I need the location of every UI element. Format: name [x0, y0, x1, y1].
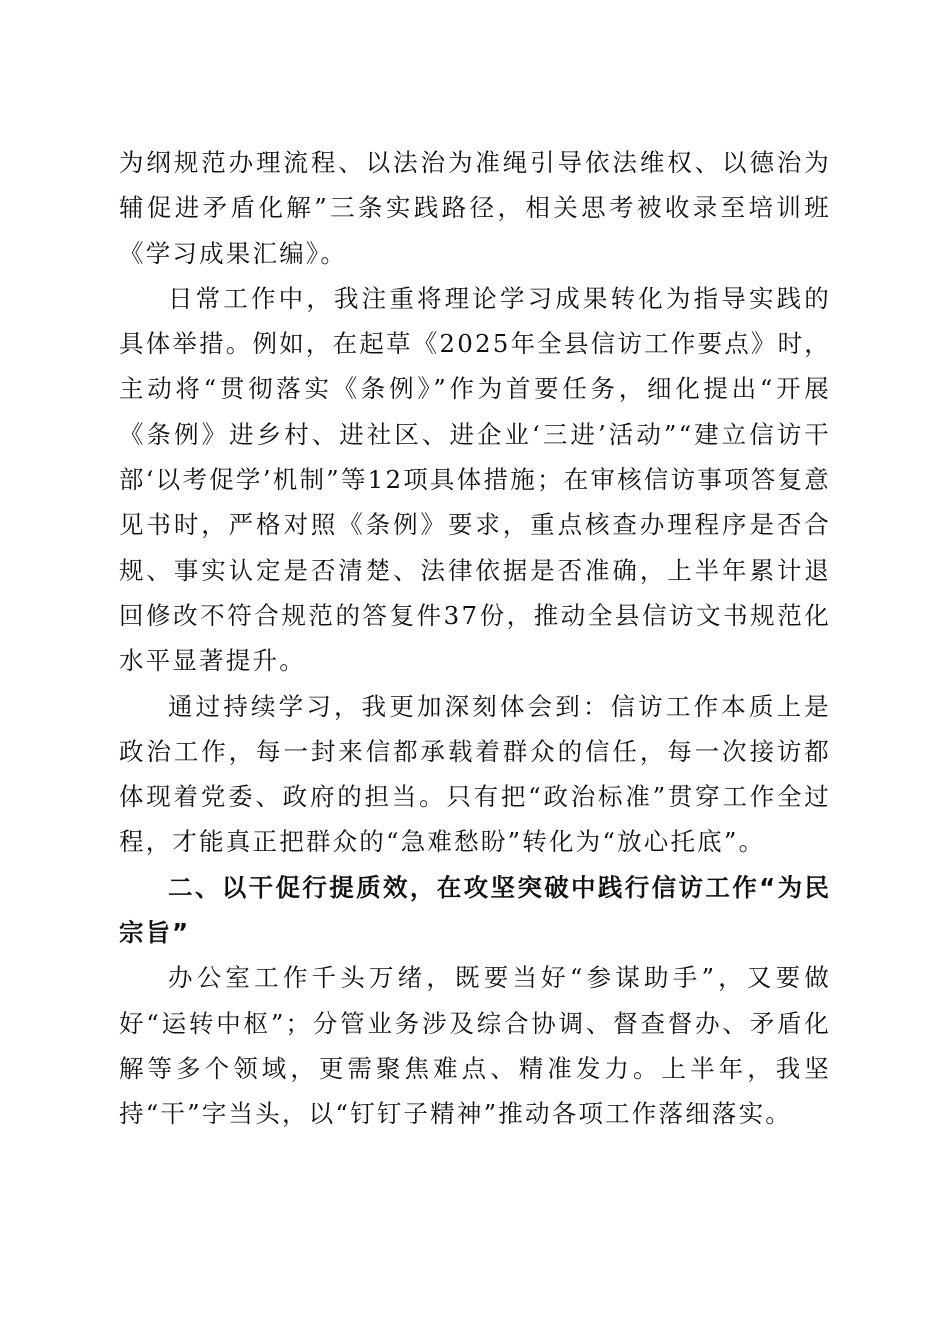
paragraph-daily-work: 日常工作中，我注重将理论学习成果转化为指导实践的具体举措。例如，在起草《2025年全县信访工作要点》时，主动将“贯彻落实《条例》”作为首要任务，细化提出“开展《条例》进乡村、进社区、进企业‘三进’活动”“建立信访干部‘以考促学’机制”等12项具体措施；在审核信访事项答复意见书时，严格对照《条例》要求，重点核查办理程序是否合规、事实认定是否清楚、法律依据是否准确，上半年累计退回修改不符合规范的答复件37份，推动全县信访文书规范化水平显著提升。 — [119, 283, 831, 676]
paragraph-learning-reflection: 通过持续学习，我更加深刻体会到：信访工作本质上是政治工作，每一封来信都承载着群众的信任，每一次接访都体现着党委、政府的担当。只有把“政治标准”贯穿工作全过程，才能真正把群众的“急难愁盼”转化为“放心托底”。 — [119, 691, 831, 857]
document-body — [119, 140, 831, 1137]
paragraph-office-work: 办公室工作千头万绪，既要当好“参谋助手”，又要做好“运转中枢”；分管业务涉及综合协调、督查督办、矛盾化解等多个领域，更需聚焦难点、精准发力。上半年，我坚持“干”字当头，以“钉钉子精神”推动各项工作落细落实。 — [119, 963, 831, 1129]
section-heading-two: 二、以干促行提质效，在攻坚突破中践行信访工作“为民宗旨” — [119, 872, 831, 948]
paragraph-continuation: 为纲规范办理流程、以法治为准绳引导依法维权、以德治为辅促进矛盾化解”三条实践路径，相关思考被收录至培训班《学习成果汇编》。 — [119, 148, 831, 268]
